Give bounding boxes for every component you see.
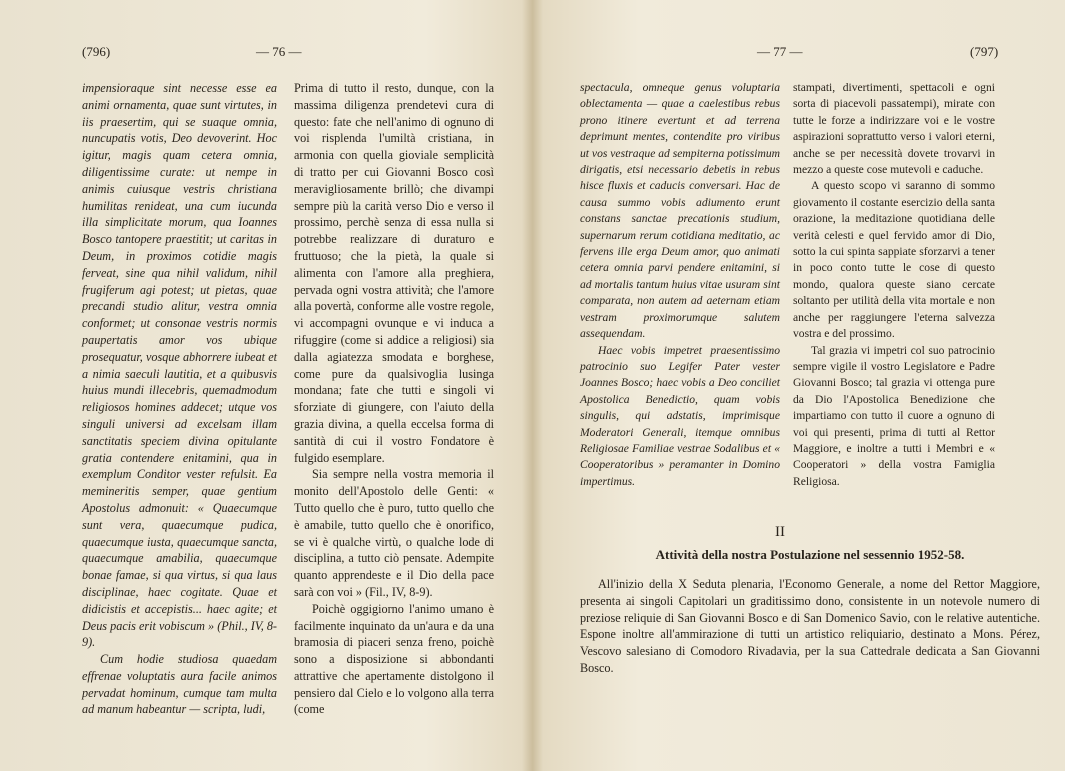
section-number: II	[775, 524, 785, 540]
left-page-number: — 76 —	[256, 44, 302, 59]
right-latin-paragraph-2: Haec vobis impetret praesentissimo patrocinio suo Legifer Pater vester Joannes Bosco; haec vobis a Deo conciliet Apostolica Benedictio, quam vobis singulis, qui adstatis, imprimisque Moderatori Generali, itemque omnibus Religiosae Familiae vestrae Sodalibus et « Cooperatoribus » peramanter in Domino impertimus.	[580, 343, 780, 488]
left-italian-paragraph-3: Poichè oggigiorno l'animo umano è facilmente inquinato da un'aura e da una bramosia di piaceri senza freno, poichè sono a disposizione si abbondanti attrattive che apertamente distolgono il pensiero dal Cielo e lo volgono alla terra (come	[294, 601, 494, 717]
left-latin-paragraph-1: impensioraque sint necesse esse ea animi ornamenta, quae sunt virtutes, in iis praesertim, qui se suaque omnia, nuncupatis votis, Deo devoverint. Hoc igitur, magis quam cetera omnia, diligentissime curate: ut nempe in animis cuiusque vestris christiana humilitas renideat, una cum iucunda illa simplicitate morum, qua Ioannes Bosco tantopere praestitit; ut caritas in Deum, in proximos cotidie magis ferveat, sine qua nihil validum, nihil frugiferum agi potest; ut pietas, quae precandi studio alitur, vestra omnia conformet; ut consonae vestris normis paupertatis amor vos ubique prosequatur, vosque abhorrere iubeat et a nimia saeculi lautitia, et a quibusvis huius mundi illecebris, quemadmodum religiosos homines addecet; utque vos singuli universi ad excelsam illam sanctitatis speciem divina opitulante gratia contendere enitamini, qua in exemplum Conditor vester refulsit. Ea memineritis semper, quae gentium Apostolus admonuit: « Quaecumque sunt vera, quaecumque pudica, quaecumque iusta, quaecumque sancta, quaecumque amabilia, quaecumque bonae famae, si qua virtus, si qua laus disciplinae, haec cogitate. Quae et didicistis et accepistis... haec agite; et Deus pacis erit vobiscum » (Phil., IV, 8-9).	[82, 81, 277, 650]
left-italian-paragraph-2: Sia sempre nella vostra memoria il monito dell'Apostolo delle Genti: « Tutto quello che è puro, tutto quello che è amabile, tutto quello che è onorifico, se vi è qualche virtù, o qualche lode di disciplina, a tutto ciò pensate. Adempite quanto apprendeste e il Dio della pace sarà con voi » (Fil., IV, 8-9).	[294, 467, 494, 599]
right-page	[535, 0, 1065, 771]
right-italian-paragraph-3: Tal grazia vi impetri col suo patrocinio sempre vigile il vostro Legislatore e Padre Giovanni Bosco; tal grazia vi ottenga pure da Dio l'Apostolica Benedizione che impartiamo con tutto il cuore a ognuno di voi qui presenti, prima di tutti al Rettor Maggiore, e inoltre a tutti i Membri e « Cooperatori » della vostra Famiglia Religiosa.	[793, 343, 995, 488]
right-latin-column	[580, 80, 780, 490]
left-italian-paragraph-1: Prima di tutto il resto, dunque, con la massima diligenza prendetevi cura di questo: fate che nell'animo di ognuno di voi risplenda l'umiltà cristiana, in armonia con quella gioviale semplicità di tratto per cui Giovanni Bosco così meravigliosamente brillò; che divampi sempre più la carità verso Dio e verso il prossimo, perchè senza di essa nulla si potrebbe realizzare di duraturo e fruttuoso; che la pietà, la quale si alimenta con l'amore alla preghiera, pervada ogni vostra attività; che l'amore alla povertà, conforme alle vostre regole, vi accompagni ovunque e vi induca a rifuggire (come si addice a religiosi) sia dalla agiatezza smodata e borghese, come pure da qualsivoglia lusinga mondana; fate che tutti e singoli vi sforziate di giungere, con l'aiuto della grazia divina, a quella eccelsa forma di santità di cui il vostro Fondatore è fulgido esemplare.	[294, 81, 494, 465]
right-italian-paragraph-2: A questo scopo vi saranno di sommo giovamento il costante esercizio della santa orazione, la meditazione quotidiana delle verità celesti e quel fervido amor di Dio, sotto la cui spinta sappiate sforzarvi a tener in poco conto tutte le cose di questo mondo, qualora queste siano cercate soltanto per utilità della vita mortale e non anche per raggiungere l'eterna salvezza vostra e del prossimo.	[793, 179, 995, 341]
right-latin-paragraph-1: spectacula, omneque genus voluptaria oblectamenta — quae a caelestibus rebus prono itinere evertunt et ad terrena deprimunt mentes, contendite pro viribus ut vos vestraque ad sempiterna potissimum dirigatis, etsi necessario debetis in rebus hisce fluxis et caducis conversari. Hac de causa summo vobis adiumento erunt constans sanctae precationis studium, supernarum rerum cotidiana meditatio, ac fervens ille erga Deum amor, quo animati cetera omnia parvi pendere enitamini, si ad mortalis tantum huius vitae usuram sint comparata, non autem ad aeternam etiam vestram proximorumque salutem assequendam.	[580, 81, 780, 341]
right-italian-paragraph-1: stampati, divertimenti, spettacoli e ogni sorta di piacevoli passatempi), mirate con tutte le forze a indirizzare voi e le vostre aspirazioni soprattutto verso i valori eterni, anche se per necessità dovete trovarvi in mezzo a queste cose mutevoli e caduche.	[793, 81, 995, 177]
section-title: Attività della nostra Postulazione nel sessennio 1952-58.	[655, 547, 965, 562]
left-page	[0, 0, 530, 771]
left-italian-column	[294, 80, 494, 718]
section-body: All'inizio della X Seduta plenaria, l'Economo Generale, a nome del Rettor Maggiore, presenta ai singoli Capitolari un graditissimo dono, consistente in un notevole numero di preziose reliquie di San Giovanni Bosco e di San Domenico Savio, con le relative autentiche. Espone inoltre all'ammirazione di tutti un artistico reliquiario, destinato a Mons. Pérez, Vescovo salesiano di Comodoro Rivadavia, per la sua Cattedrale dedicata a San Giovanni Bosco.	[580, 577, 1040, 675]
left-latin-paragraph-2: Cum hodie studiosa quaedam effrenae voluptatis aura facile animos pervadat hominum, cumque tam multa ad manum habeantur — scripta, ludi,	[82, 652, 277, 717]
right-page-number: — 77 —	[757, 44, 803, 59]
left-bracket-number: (796)	[82, 44, 111, 59]
left-latin-column	[82, 80, 277, 718]
right-bracket-number: (797)	[970, 44, 999, 59]
right-italian-column	[793, 80, 995, 490]
